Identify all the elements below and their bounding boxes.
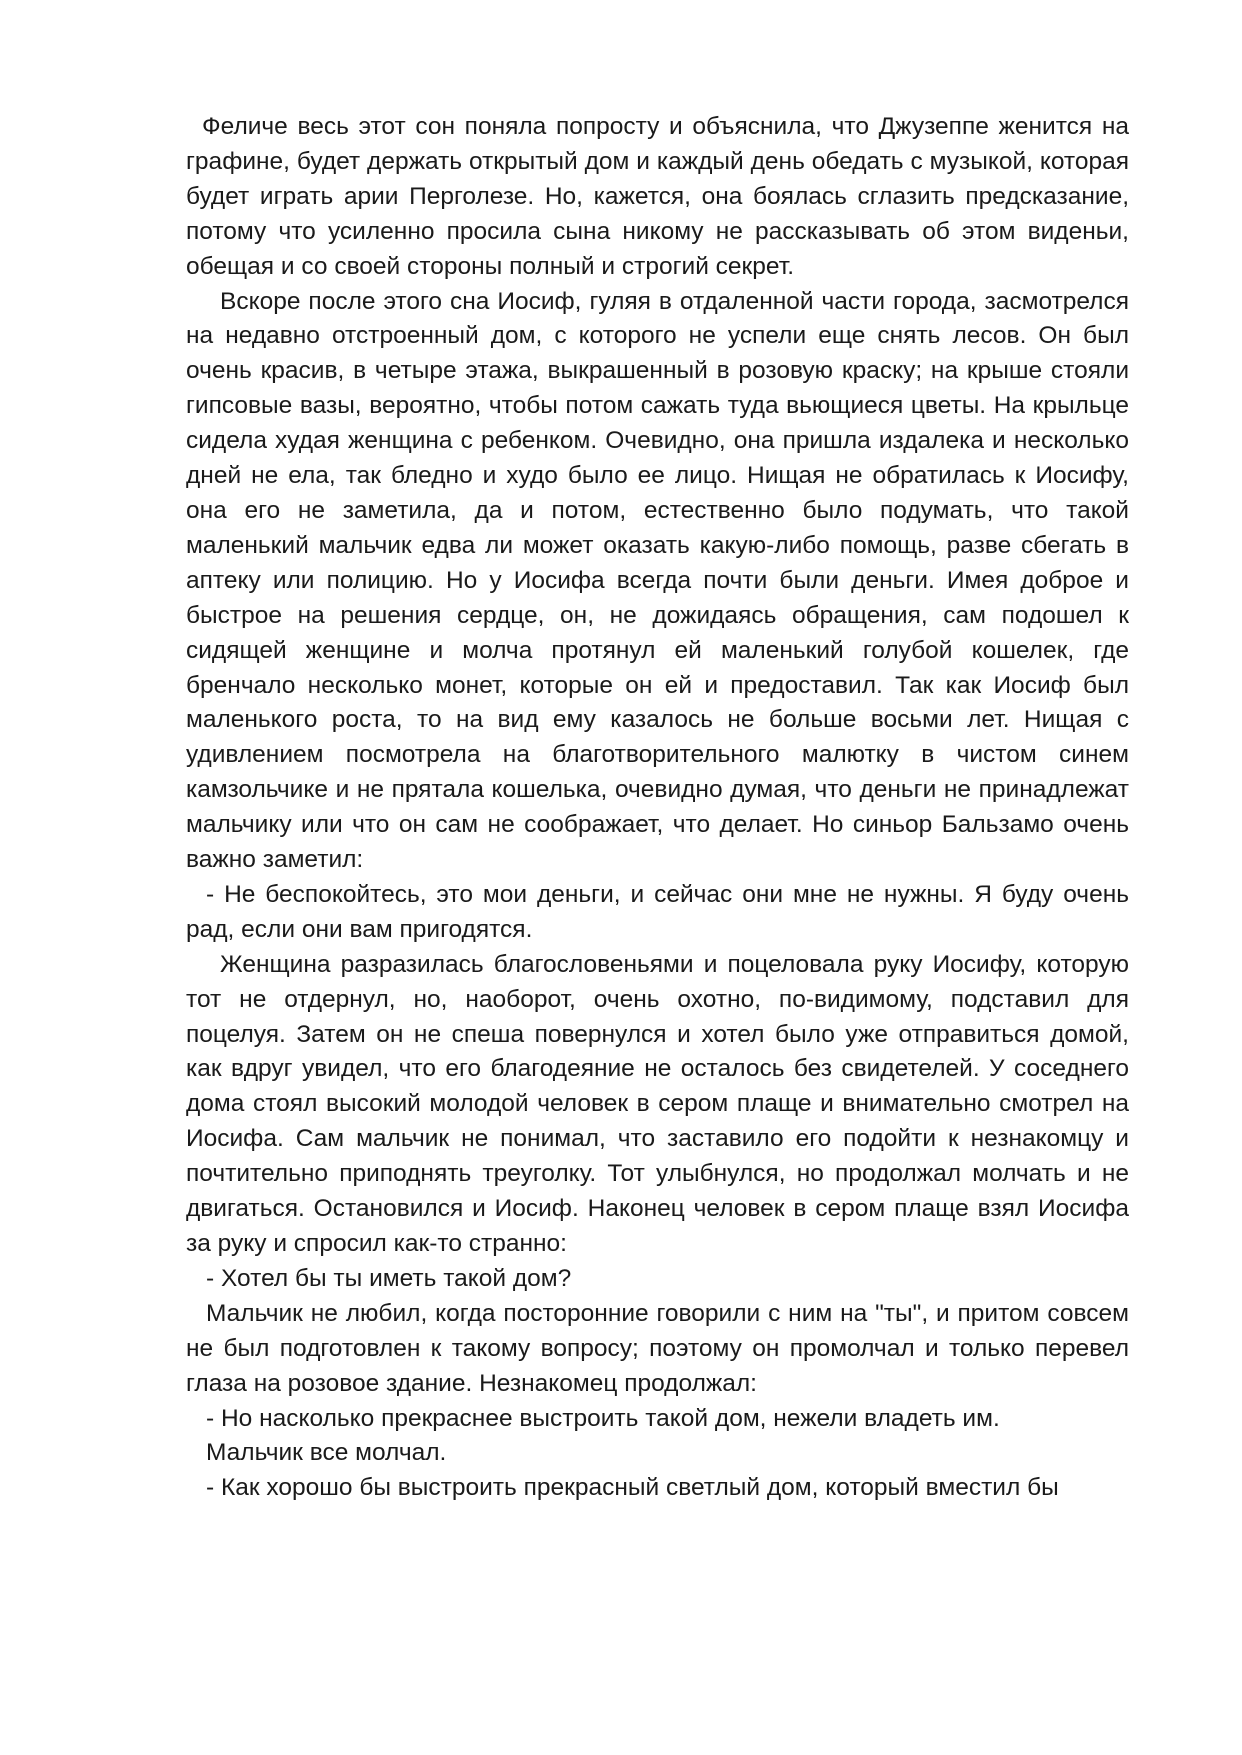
dialogue-line-2: - Хотел бы ты иметь такой дом?: [206, 1264, 572, 1292]
dialogue-line-4: - Как хорошо бы выстроить прекрасный светлый дом, который вместил бы: [206, 1474, 1059, 1502]
dialogue-line-1: - Не беспокойтесь, это мои деньги, и сейчас они мне не нужны. Я буду очень рад, если они вам пригодятся.: [186, 880, 1129, 943]
paragraph-3: Женщина разразилась благословеньями и поцеловала руку Иосифу, которую тот не отдернул, но, наоборот, очень охотно, по-видимому, подставил для поцелуя. Затем он не спеша повернулся и хотел было уже отправиться домой, как вдруг увидел, что его благодеяние не осталось без свидетелей. У соседнего дома стоял высокий молодой человек в сером плаще и внимательно смотрел на Иосифа. Сам мальчик не понимал, что заставило его подойти к незнакомцу и почтительно приподнять треуголку. Тот улыбнулся, но продолжал молчать и не двигаться. Остановился и Иосиф. Наконец человек в сером плаще взял Иосифа за руку и спросил как-то странно:: [186, 950, 1129, 1257]
paragraph-2: Вскоре после этого сна Иосиф, гуляя в отдаленной части города, засмотрелся на недавно отстроенный дом, с которого не успели еще снять лесов. Он был очень красив, в четыре этажа, выкрашенный в розовую краску; на крыше стояли гипсовые вазы, вероятно, чтобы потом сажать туда вьющиеся цветы. На крыльце сидела худая женщина с ребенком. Очевидно, она пришла издалека и несколько дней не ела, так бледно и худо было ее лицо. Нищая не обратилась к Иосифу, она его не заметила, да и потом, естественно было подумать, что такой маленький мальчик едва ли может оказать какую-либо помощь, разве сбегать в аптеку или полицию. Но у Иосифа всегда почти были деньги. Имея доброе и быстрое на решения сердце, он, не дожидаясь обращения, сам подошел к сидящей женщине и молча протянул ей маленький голубой кошелек, где бренчало несколько монет, которые он ей и предоставил. Так как Иосиф был маленького роста, то на вид ему казалось не больше восьми лет. Нищая с удивлением посмотрела на благотворительного малютку в чистом синем камзольчике и не прятала кошелька, очевидно думая, что деньги не принадлежат мальчику или что он сам не соображает, что делает. Но синьор Бальзамо очень важно заметил:: [186, 287, 1129, 874]
paragraph-5: Мальчик все молчал.: [206, 1439, 447, 1467]
dialogue-line-3: - Но насколько прекраснее выстроить такой дом, нежели владеть им.: [206, 1404, 1000, 1432]
paragraph-1: Феличе весь этот сон поняла попросту и объяснила, что Джузеппе женится на графине, будет держать открытый дом и каждый день обедать с музыкой, которая будет играть арии Перголезе. Но, кажется, она боялась сглазить предсказание, потому что усиленно просила сына никому не рассказывать об этом виденьи, обещая и со своей стороны полный и строгий секрет.: [186, 113, 1129, 280]
paragraph-4: Мальчик не любил, когда посторонние говорили с ним на "ты", и притом совсем не был подготовлен к такому вопросу; поэтому он промолчал и только перевел глаза на розовое здание. Незнакомец продолжал:: [186, 1299, 1129, 1397]
document-body: [186, 110, 1129, 1506]
